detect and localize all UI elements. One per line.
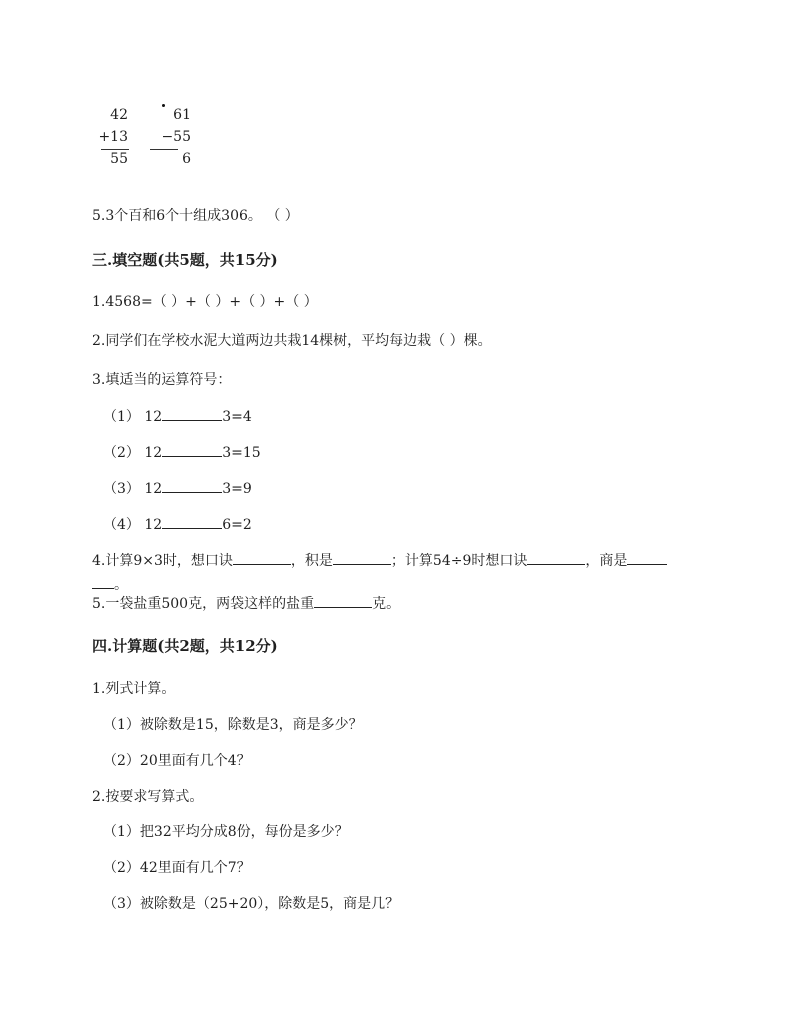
answer-blank[interactable] bbox=[92, 575, 114, 589]
answer-blank[interactable] bbox=[627, 551, 667, 565]
calc-question-1-sub-2: （2）20里面有几个4？ bbox=[103, 753, 251, 769]
answer-blank[interactable] bbox=[162, 515, 222, 529]
fill-question-4-continuation bbox=[92, 574, 128, 594]
answer-blank[interactable] bbox=[333, 551, 391, 565]
q4-text-1: 4.计算9×3时，想口诀 bbox=[92, 553, 233, 569]
fill-question-3-sub-3 bbox=[103, 478, 252, 498]
fill-question-3-sub-2 bbox=[103, 442, 261, 462]
calc-question-2-sub-3: （3）被除数是（25+20），除数是5，商是几？ bbox=[103, 896, 400, 912]
answer-blank[interactable] bbox=[162, 443, 222, 457]
borrow-dot-icon bbox=[162, 104, 165, 107]
difference-rule bbox=[150, 149, 178, 150]
calc-question-2-sub-2: （2）42里面有几个7？ bbox=[103, 860, 251, 876]
sum-result: 55 bbox=[110, 151, 128, 167]
operand-left: 12 bbox=[144, 481, 163, 497]
q5-text-2: 克。 bbox=[372, 596, 401, 612]
q4-text-4: ，商是 bbox=[585, 553, 628, 569]
fill-question-3-sub-1 bbox=[103, 406, 252, 426]
answer-blank[interactable] bbox=[314, 594, 372, 608]
section-3-heading: 三.填空题(共5题，共15分) bbox=[92, 251, 278, 269]
q5-text-1: 5.一袋盐重500克，两袋这样的盐重 bbox=[92, 596, 315, 612]
answer-blank[interactable] bbox=[527, 551, 585, 565]
subtrahend: −55 bbox=[161, 129, 191, 145]
calc-question-1: 1.列式计算。 bbox=[92, 681, 176, 697]
addend-top: 42 bbox=[110, 107, 128, 123]
fill-question-5 bbox=[92, 593, 400, 613]
sub-label: （2） bbox=[103, 445, 140, 461]
fill-question-1: 1.4568=（ ）+（ ）+（ ）+（ ） bbox=[92, 294, 318, 310]
minuend: 61 bbox=[173, 107, 191, 123]
vertical-subtraction bbox=[145, 104, 205, 172]
judgement-item-5: 5.3个百和6个十组成306。 （ ） bbox=[92, 208, 299, 224]
answer-blank[interactable] bbox=[233, 551, 291, 565]
calc-question-2-sub-1: （1）把32平均分成8份，每份是多少？ bbox=[103, 824, 349, 840]
q4-text-2: ，积是 bbox=[290, 553, 333, 569]
fill-question-3-sub-4 bbox=[103, 514, 252, 534]
answer-blank[interactable] bbox=[162, 407, 222, 421]
sub-label: （4） bbox=[103, 517, 140, 533]
section-4-heading: 四.计算题(共2题，共12分) bbox=[92, 637, 278, 655]
calc-question-1-sub-1: （1）被除数是15，除数是3，商是多少？ bbox=[103, 717, 363, 733]
addend-bottom: +13 bbox=[98, 129, 128, 145]
calc-question-2: 2.按要求写算式。 bbox=[92, 789, 204, 805]
operand-right: 3=15 bbox=[222, 445, 261, 461]
operand-right: 3=9 bbox=[222, 481, 252, 497]
sum-rule bbox=[101, 149, 129, 150]
answer-blank[interactable] bbox=[162, 479, 222, 493]
operand-left: 12 bbox=[144, 517, 163, 533]
fill-question-2: 2.同学们在学校水泥大道两边共栽14棵树，平均每边栽（ ）棵。 bbox=[92, 333, 492, 349]
sub-label: （1） bbox=[103, 409, 140, 425]
operand-left: 12 bbox=[144, 409, 163, 425]
q4-text-3: ；计算54÷9时想口诀 bbox=[390, 553, 528, 569]
fill-question-4 bbox=[92, 550, 667, 570]
operand-left: 12 bbox=[144, 445, 163, 461]
sub-label: （3） bbox=[103, 481, 140, 497]
operand-right: 3=4 bbox=[222, 409, 252, 425]
fill-question-3: 3.填适当的运算符号： bbox=[92, 372, 232, 388]
difference-result: 6 bbox=[182, 151, 191, 167]
q4-tail: 。 bbox=[114, 577, 128, 593]
operand-right: 6=2 bbox=[222, 517, 252, 533]
